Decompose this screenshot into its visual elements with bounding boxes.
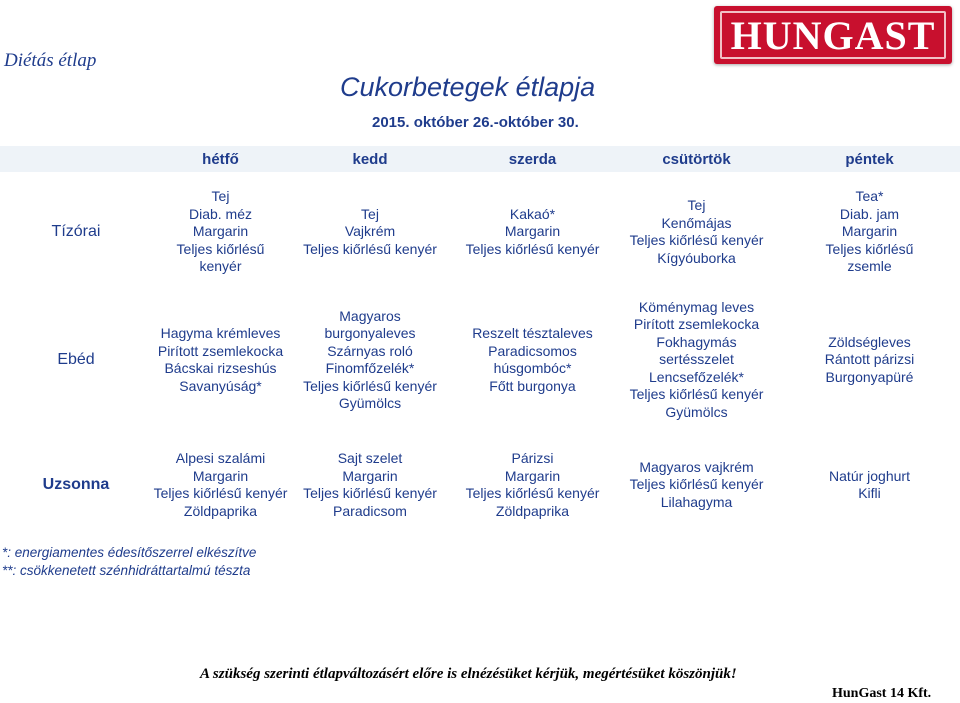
- menu-cell: [289, 172, 451, 292]
- menu-item: Kifli: [858, 485, 881, 501]
- menu-item: Teljes kiőrlésű kenyér: [465, 485, 600, 501]
- menu-item: Reszelt tésztaleves: [472, 325, 593, 341]
- menu-item: Tej: [211, 188, 230, 205]
- footnote: *: energiamentes édesítőszerrel elkészítve: [2, 545, 257, 560]
- menu-item: Paradicsom: [333, 502, 407, 519]
- menu-item: Teljes kiőrlésű kenyér: [629, 232, 764, 248]
- menu-item: Tej: [361, 205, 379, 222]
- menu-item: Margarin: [342, 467, 398, 484]
- menu-cell: [614, 428, 779, 542]
- menu-item: Diab. méz: [188, 205, 253, 222]
- menu-item: sertésszelet: [659, 351, 734, 368]
- menu-item: Tej: [687, 197, 706, 213]
- menu-item: Diab. jam: [839, 205, 900, 222]
- menu-item: Fokhagymás: [656, 333, 737, 350]
- menu-cell: [152, 172, 289, 292]
- menu-item: Teljes kiőrlésű kenyér: [465, 240, 600, 257]
- menu-cell: [451, 428, 614, 542]
- menu-item: Bácskai rizseshús: [164, 360, 277, 376]
- menu-item: Teljes kiőrlésű kenyér: [153, 485, 288, 501]
- menu-item: Margarin: [841, 223, 898, 240]
- menu-item: Teljes kiőrlésű: [825, 240, 914, 257]
- menu-item: Margarin: [192, 467, 249, 484]
- footnotes: [2, 544, 256, 580]
- meal-row-ebed: [0, 292, 960, 428]
- menu-item: Zöldpaprika: [495, 502, 570, 519]
- menu-cell: [779, 428, 960, 542]
- menu-item: Tea*: [855, 188, 884, 205]
- menu-cell: [289, 292, 451, 428]
- menu-item: Lencsefőzelék*: [649, 368, 744, 385]
- menu-item: Teljes kiőrlésű kenyér: [629, 476, 764, 493]
- menu-item: Pirított zsemlekocka: [633, 316, 760, 333]
- footer-message: A szükség szerinti étlapváltozásért előre is elnézésüket kérjük, megértésüket köszönjük!: [200, 666, 737, 682]
- menu-item: Hagyma krémleves: [160, 325, 281, 341]
- menu-item: Lilahagyma: [660, 493, 733, 510]
- logo-text: HUNGAST: [730, 12, 936, 58]
- menu-item: Köménymag leves: [638, 298, 755, 315]
- menu-cell: [152, 428, 289, 542]
- menu-item: kenyér: [199, 258, 242, 275]
- weekly-menu-table: [0, 146, 960, 542]
- menu-item: Teljes kiőrlésű: [176, 240, 265, 257]
- menu-cell: [779, 172, 960, 292]
- menu-item: Zöldségleves: [828, 333, 911, 350]
- meal-label: Tízórai: [51, 223, 101, 241]
- menu-item: Paradicsomos: [488, 342, 577, 359]
- menu-item: Vajkrém: [344, 223, 396, 240]
- menu-item: Sajt szelet: [337, 450, 403, 466]
- menu-item: Kakaó*: [509, 205, 556, 222]
- menu-item: Teljes kiőrlésű kenyér: [303, 240, 437, 257]
- menu-item: Gyümölcs: [665, 403, 728, 420]
- menu-item: Pirított zsemlekocka: [157, 342, 284, 359]
- hungast-logo: [714, 6, 952, 64]
- menu-item: Szárnyas roló: [327, 342, 413, 359]
- day-header-wednesday: szerda: [451, 146, 614, 172]
- menu-item: Margarin: [192, 223, 249, 240]
- menu-cell: [152, 292, 289, 428]
- menu-item: Teljes kiőrlésű kenyér: [303, 485, 437, 501]
- day-header-row: [0, 146, 960, 172]
- menu-item: Párizsi: [511, 450, 554, 466]
- header-empty-cell: [0, 146, 152, 172]
- menu-item: Kenőmájas: [661, 214, 732, 231]
- meal-row-tizorai: [0, 172, 960, 292]
- menu-cell: [451, 172, 614, 292]
- menu-item: húsgombóc*: [493, 360, 572, 376]
- meal-row-uzsonna: [0, 428, 960, 542]
- page-title: Cukorbetegek étlapja: [340, 72, 596, 102]
- menu-item: Magyaros: [339, 307, 401, 324]
- menu-cell: [614, 292, 779, 428]
- menu-item: Margarin: [504, 467, 561, 484]
- day-header-monday: hétfő: [152, 146, 289, 172]
- meal-label: Uzsonna: [42, 476, 110, 494]
- menu-item: burgonyaleves: [324, 325, 416, 341]
- menu-item: zsemle: [847, 258, 892, 275]
- menu-item: Teljes kiőrlésű kenyér: [303, 377, 437, 394]
- logo-frame: [720, 11, 946, 59]
- footnote: **: csökkenetett szénhidráttartalmú tészta: [2, 563, 251, 578]
- menu-item: Teljes kiőrlésű kenyér: [629, 386, 764, 403]
- menu-item: Finomfőzelék*: [325, 360, 415, 376]
- footer-brand: HunGast 14 Kft.: [832, 686, 932, 701]
- day-header-friday: péntek: [779, 146, 960, 172]
- menu-item: Savanyúság*: [179, 377, 262, 394]
- date-range: 2015. október 26.-október 30.: [372, 114, 579, 131]
- menu-item: Magyaros vajkrém: [639, 458, 754, 475]
- day-header-thursday: csütörtök: [614, 146, 779, 172]
- day-header-tuesday: kedd: [289, 146, 451, 172]
- menu-cell: [289, 428, 451, 542]
- menu-item: Rántott párizsi: [824, 351, 915, 368]
- meal-label: Ebéd: [57, 351, 95, 369]
- menu-item: Burgonyapüré: [825, 368, 914, 385]
- menu-item: Natúr joghurt: [829, 467, 910, 484]
- menu-subtitle: Diétás étlap: [4, 50, 97, 71]
- menu-item: Főtt burgonya: [489, 377, 576, 394]
- menu-cell: [451, 292, 614, 428]
- menu-item: Alpesi szalámi: [175, 450, 266, 466]
- menu-cell: [779, 292, 960, 428]
- menu-item: Margarin: [504, 223, 561, 240]
- menu-item: Kígyóuborka: [657, 249, 736, 266]
- menu-cell: [614, 172, 779, 292]
- menu-item: Zöldpaprika: [183, 502, 258, 519]
- menu-item: Gyümölcs: [338, 395, 402, 411]
